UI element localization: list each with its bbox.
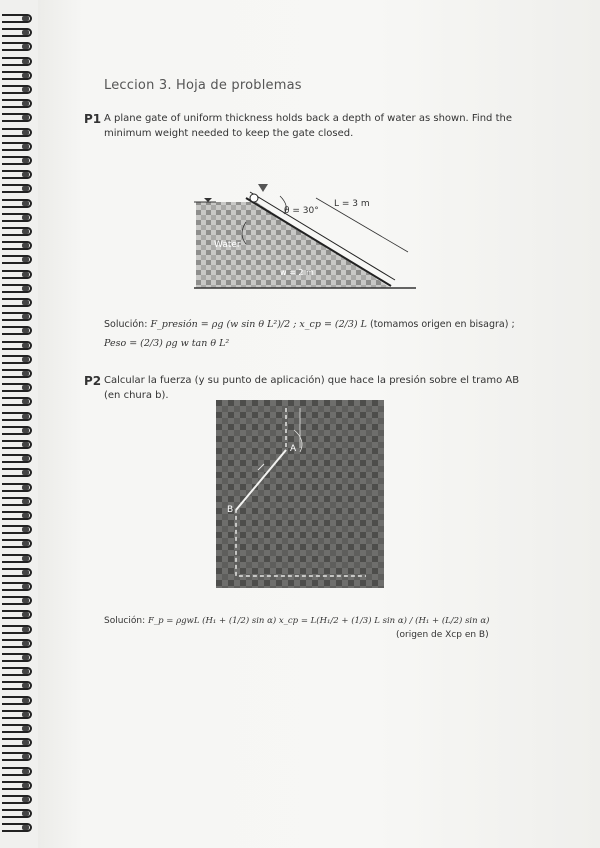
binding-hole: [22, 456, 29, 461]
problem-2-figure: [216, 400, 384, 588]
binding-hole: [22, 428, 29, 433]
binding-hole: [22, 570, 29, 575]
binding-hole: [22, 712, 29, 717]
theta-label: θ = 30°: [284, 206, 319, 216]
binding-hole: [22, 158, 29, 163]
binding-hole: [22, 314, 29, 319]
point-a-label: A: [290, 444, 297, 454]
binding-hole: [22, 584, 29, 589]
binding-hole: [22, 698, 29, 703]
binding-hole: [22, 754, 29, 759]
solution-2-formula: F_p = ρgwL (H₁ + (1/2) sin α) x_cp = L(H₁/2 + (1/3) L sin α) / (H₁ + (L/2) sin α): [148, 616, 490, 626]
binding-hole: [22, 371, 29, 376]
surface-marker: [204, 198, 212, 202]
binding-hole: [22, 300, 29, 305]
binding-hole: [22, 229, 29, 234]
problem-2-text-line1: Calcular la fuerza (y su punto de aplicación) que hace la presión sobre el tramo AB: [104, 375, 520, 386]
binding-hole: [22, 243, 29, 248]
water-label: Water: [214, 240, 241, 250]
solution-note: (tomamos origen en bisagra) ;: [370, 319, 515, 330]
problem-2-solution: [104, 616, 489, 626]
length-label: L = 3 m: [334, 199, 370, 209]
binding-hole: [22, 357, 29, 362]
solution-2-note: (origen de Xcp en B): [396, 630, 489, 640]
problem-1-solution-line1: [104, 319, 515, 330]
binding-hole: [22, 328, 29, 333]
binding-hole: [22, 470, 29, 475]
binding-hole: [22, 683, 29, 688]
binding-hole: [22, 414, 29, 419]
binding-hole: [22, 541, 29, 546]
binding-hole: [22, 30, 29, 35]
binding-hole: [22, 442, 29, 447]
spiral-binding: [0, 0, 40, 848]
page-title: Leccion 3. Hoja de problemas: [104, 78, 302, 93]
binding-hole: [22, 59, 29, 64]
problem-2-label: P2: [84, 374, 102, 388]
binding-hole: [22, 811, 29, 816]
binding-hole: [22, 186, 29, 191]
binding-hole: [22, 272, 29, 277]
width-label: w = 2 m: [280, 268, 314, 277]
binding-hole: [22, 655, 29, 660]
binding-hole: [22, 612, 29, 617]
binding-hole: [22, 144, 29, 149]
binding-hole: [22, 172, 29, 177]
problem-1-label: P1: [84, 112, 102, 126]
binding-hole: [22, 286, 29, 291]
binding-hole: [22, 215, 29, 220]
binding-hole: [22, 598, 29, 603]
problem-1-text-line1: A plane gate of uniform thickness holds back a depth of water as shown. Find the: [104, 113, 512, 124]
problem-1-figure: [186, 180, 426, 295]
binding-hole: [22, 769, 29, 774]
binding-hole: [22, 87, 29, 92]
problem-2-text-line2: (en chura b).: [104, 390, 169, 401]
binding-hole: [22, 726, 29, 731]
binding-hole: [22, 527, 29, 532]
solution-formula: F_presión = ρg (w sin θ L²)/2 ; x_cp = (2/3) L: [150, 319, 367, 330]
binding-hole: [22, 343, 29, 348]
binding-hole: [22, 641, 29, 646]
binding-hole: [22, 499, 29, 504]
binding-hole: [22, 115, 29, 120]
binding-hole: [22, 485, 29, 490]
binding-hole: [22, 399, 29, 404]
binding-hole: [22, 16, 29, 21]
binding-hole: [22, 669, 29, 674]
binding-hole: [22, 797, 29, 802]
binding-hole: [22, 201, 29, 206]
binding-hole: [22, 783, 29, 788]
binding-hole: [22, 73, 29, 78]
hinge-mark: [258, 184, 268, 192]
solution-2-prefix: Solución:: [104, 616, 146, 626]
hinge: [250, 194, 258, 202]
binding-hole: [22, 130, 29, 135]
problem-1-text-line2: minimum weight needed to keep the gate closed.: [104, 128, 354, 139]
binding-hole: [22, 101, 29, 106]
binding-hole: [22, 44, 29, 49]
binding-hole: [22, 513, 29, 518]
binding-hole: [22, 556, 29, 561]
binding-hole: [22, 740, 29, 745]
solution-prefix: Solución:: [104, 319, 148, 330]
binding-hole: [22, 825, 29, 830]
problem-1-solution-line2: Peso = (2/3) ρg w tan θ L²: [104, 338, 230, 349]
binding-hole: [22, 257, 29, 262]
binding-hole: [22, 385, 29, 390]
binding-hole: [22, 627, 29, 632]
point-b-label: B: [227, 505, 234, 515]
